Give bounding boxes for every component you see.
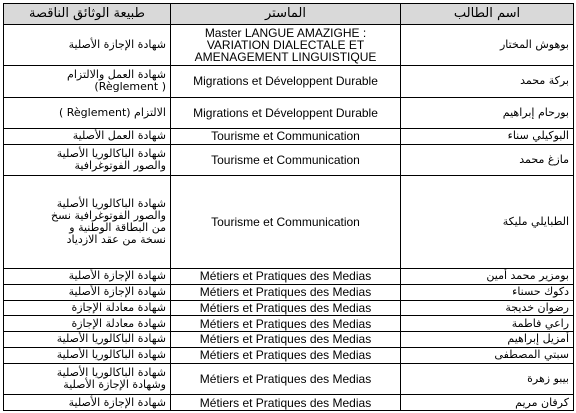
master-cell: Tourisme et Communication (171, 129, 401, 145)
student-name-cell: بورحام إبراهيم (401, 97, 574, 129)
table-row (4, 97, 574, 129)
missing-docs-cell: شهادة العمل والالتزام ( Règlement) (4, 66, 171, 98)
missing-docs-cell: شهادة الباكالوريا الأصلية (4, 332, 171, 348)
table-row (4, 300, 574, 316)
missing-docs-cell: شهادة الإجازة الأصلية (4, 284, 171, 300)
missing-docs-cell: شهادة الإجازة الأصلية (4, 268, 171, 284)
table-row (4, 144, 574, 176)
table-row (4, 176, 574, 269)
table-row (4, 395, 574, 411)
student-name-cell: الطبايلي مليكة (401, 176, 574, 269)
student-name-cell: أمزيل إبراهيم (401, 332, 574, 348)
master-cell: Métiers et Pratiques des Medias (171, 363, 401, 395)
missing-docs-cell: شهادة الباكالوريا الأصلية والصور الفوتوغرافية (4, 144, 171, 176)
missing-docs-cell: الالتزام (Règlement ) (4, 97, 171, 129)
missing-documents-table (3, 3, 574, 411)
master-cell: Métiers et Pratiques des Medias (171, 284, 401, 300)
table-row (4, 129, 574, 145)
student-name-cell: مازغ محمد (401, 144, 574, 176)
missing-docs-cell: شهادة الباكالوريا الأصلية والصور الفوتوغرافية نسخ من البطاقة الوطنية و نسخة من عقد الازدياد (4, 176, 171, 269)
missing-docs-cell: شهادة معادلة الإجازة (4, 316, 171, 332)
student-name-cell: بركة محمد (401, 66, 574, 98)
table-row (4, 25, 574, 66)
missing-docs-cell: شهادة معادلة الإجازة (4, 300, 171, 316)
table-row (4, 347, 574, 363)
master-cell: Métiers et Pratiques des Medias (171, 395, 401, 411)
student-name-cell: بومزير محمد أمين (401, 268, 574, 284)
table-row (4, 363, 574, 395)
missing-docs-cell: شهادة الإجازة الأصلية (4, 25, 171, 66)
master-cell: Migrations et Développent Durable (171, 66, 401, 98)
header-student: اسم الطالب (401, 4, 574, 25)
master-cell: Métiers et Pratiques des Medias (171, 268, 401, 284)
missing-docs-cell: شهادة الباكالوريا الأصلية وشهادة الإجازة الأصلية (4, 363, 171, 395)
student-name-cell: سبتي المصطفى (401, 347, 574, 363)
master-cell: Tourisme et Communication (171, 144, 401, 176)
student-name-cell: بوهوش المختار (401, 25, 574, 66)
student-name-cell: راعي فاطمة (401, 316, 574, 332)
missing-docs-cell: شهادة العمل الأصلية (4, 129, 171, 145)
table-row (4, 66, 574, 98)
master-cell: Métiers et Pratiques des Medias (171, 316, 401, 332)
master-cell: Métiers et Pratiques des Medias (171, 332, 401, 348)
master-cell: Migrations et Développent Durable (171, 97, 401, 129)
master-cell: Métiers et Pratiques des Medias (171, 347, 401, 363)
master-cell: Métiers et Pratiques des Medias (171, 300, 401, 316)
student-name-cell: رضوان خديجة (401, 300, 574, 316)
student-name-cell: كرفان مريم (401, 395, 574, 411)
table-row (4, 284, 574, 300)
missing-docs-cell: شهادة الباكالوريا الأصلية (4, 347, 171, 363)
master-cell: Master LANGUE AMAZIGHE : VARIATION DIALECTALE ET AMENAGEMENT LINGUISTIQUE (171, 25, 401, 66)
table-row (4, 268, 574, 284)
master-cell: Tourisme et Communication (171, 176, 401, 269)
header-row (4, 4, 574, 25)
header-doc: طبيعة الوثائق الناقصة (4, 4, 171, 25)
student-name-cell: بيبو زهرة (401, 363, 574, 395)
student-name-cell: البوكيلي سناء (401, 129, 574, 145)
table-row (4, 316, 574, 332)
header-master: الماستر (171, 4, 401, 25)
student-name-cell: دكوك حسناء (401, 284, 574, 300)
missing-docs-cell: شهادة الإجازة الأصلية (4, 395, 171, 411)
table-row (4, 332, 574, 348)
